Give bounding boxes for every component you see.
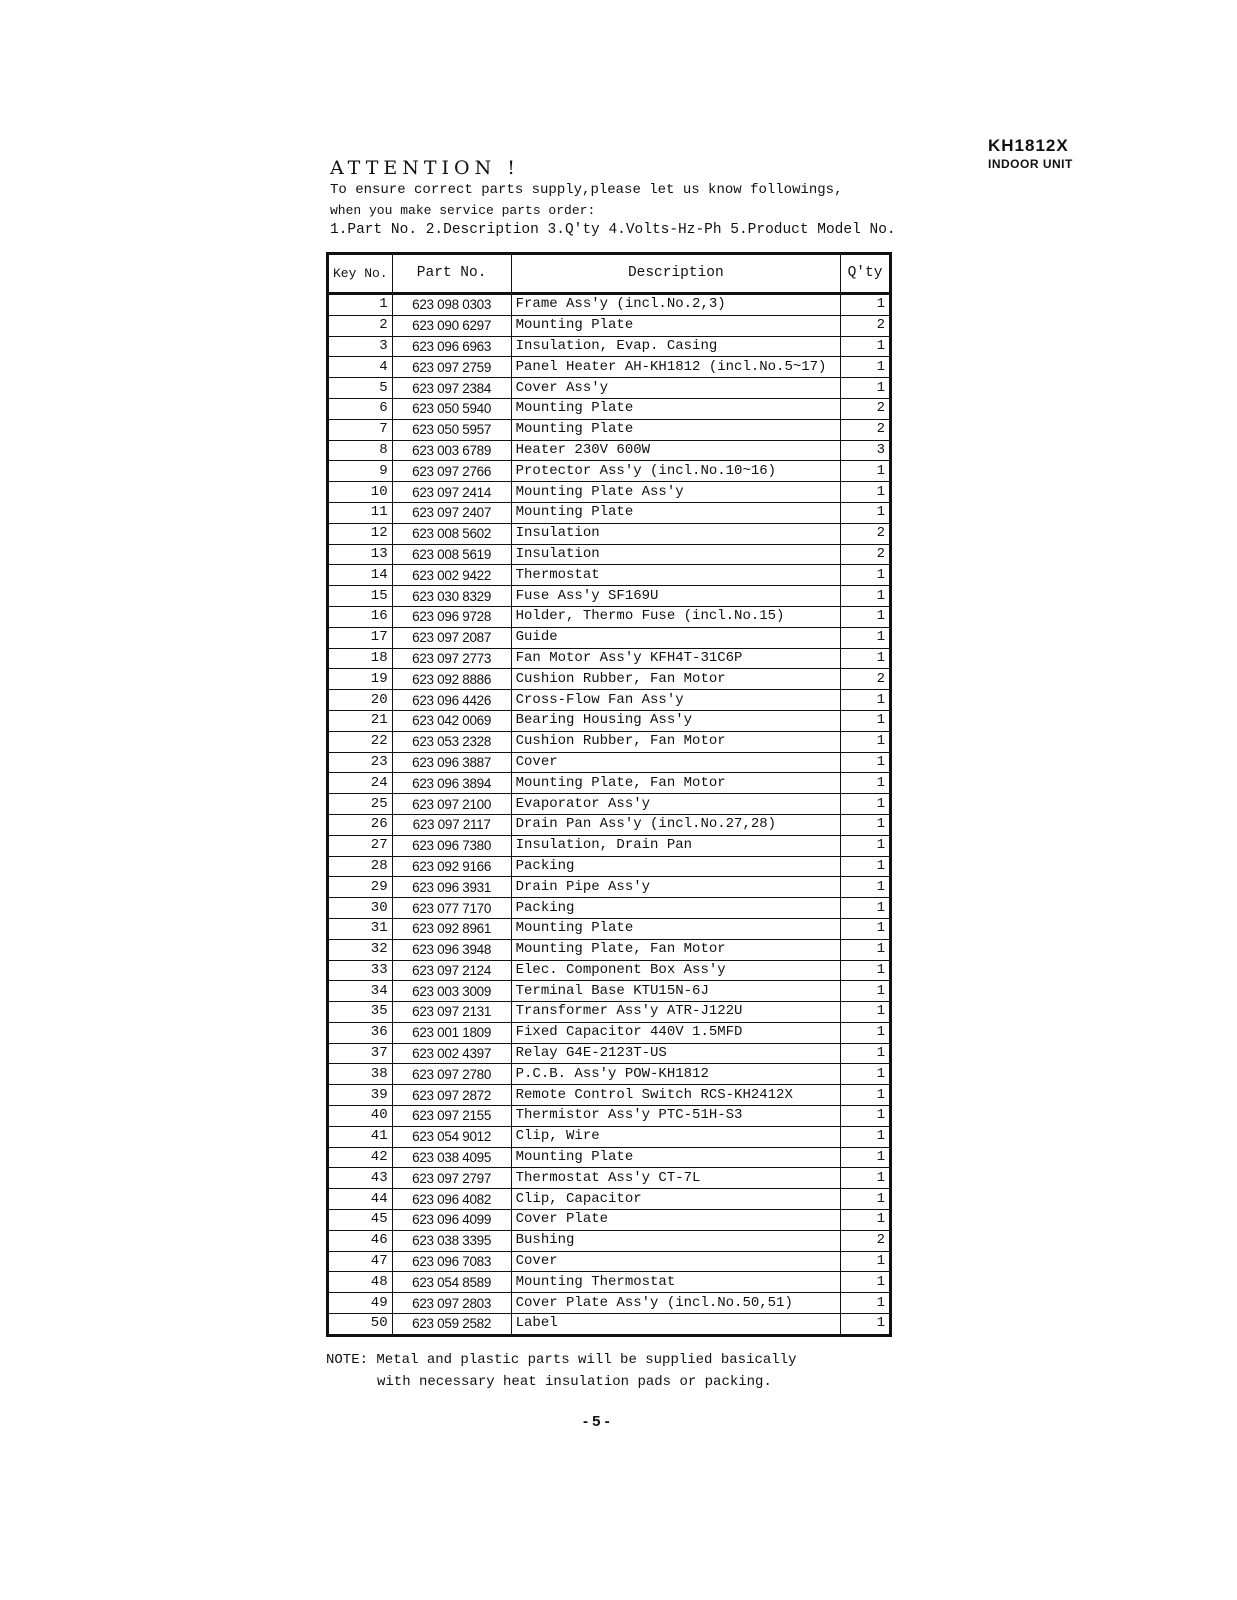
part-no-cell: 623 053 2328 <box>392 731 511 752</box>
part-no-cell: 623 097 2780 <box>392 1064 511 1085</box>
note-line-2: with necessary heat insulation pads or packing. <box>377 1374 772 1390</box>
key-cell: 32 <box>328 939 393 960</box>
qty-cell: 1 <box>841 648 891 669</box>
description-cell: Cover Ass'y <box>511 378 840 399</box>
table-row <box>328 544 891 565</box>
table-row <box>328 606 891 627</box>
description-cell: Thermistor Ass'y PTC-51H-S3 <box>511 1106 840 1127</box>
qty-cell: 1 <box>841 773 891 794</box>
description-cell: Insulation, Evap. Casing <box>511 336 840 357</box>
key-cell: 33 <box>328 960 393 981</box>
key-cell: 43 <box>328 1168 393 1189</box>
part-no-cell: 623 097 2087 <box>392 627 511 648</box>
part-no-cell: 623 097 2131 <box>392 1002 511 1023</box>
qty-cell: 1 <box>841 918 891 939</box>
table-row <box>328 378 891 399</box>
qty-cell: 1 <box>841 731 891 752</box>
part-no-cell: 623 097 2872 <box>392 1085 511 1106</box>
qty-cell: 1 <box>841 960 891 981</box>
description-cell: Remote Control Switch RCS-KH2412X <box>511 1085 840 1106</box>
description-cell: Mounting Plate <box>511 315 840 336</box>
part-no-cell: 623 097 2117 <box>392 814 511 835</box>
key-cell: 11 <box>328 502 393 523</box>
qty-cell: 1 <box>841 1314 891 1336</box>
description-cell: Packing <box>511 898 840 919</box>
description-cell: Bushing <box>511 1230 840 1251</box>
parts-table <box>326 252 892 1337</box>
table-row <box>328 1147 891 1168</box>
part-no-cell: 623 096 4099 <box>392 1210 511 1231</box>
table-row <box>328 1085 891 1106</box>
part-no-cell: 623 097 2773 <box>392 648 511 669</box>
key-cell: 23 <box>328 752 393 773</box>
qty-cell: 1 <box>841 1002 891 1023</box>
key-cell: 6 <box>328 398 393 419</box>
part-no-cell: 623 038 4095 <box>392 1147 511 1168</box>
description-cell: Thermostat Ass'y CT-7L <box>511 1168 840 1189</box>
key-cell: 40 <box>328 1106 393 1127</box>
key-cell: 8 <box>328 440 393 461</box>
description-cell: Insulation <box>511 544 840 565</box>
description-cell: P.C.B. Ass'y POW-KH1812 <box>511 1064 840 1085</box>
header-qty: Q'ty <box>841 254 891 294</box>
key-cell: 44 <box>328 1189 393 1210</box>
description-cell: Mounting Plate <box>511 1147 840 1168</box>
qty-cell: 1 <box>841 627 891 648</box>
key-cell: 10 <box>328 482 393 503</box>
key-cell: 19 <box>328 669 393 690</box>
part-no-cell: 623 097 2100 <box>392 794 511 815</box>
key-cell: 18 <box>328 648 393 669</box>
table-row <box>328 482 891 503</box>
model-number: KH1812X <box>988 136 1069 155</box>
attention-line-3: 1.Part No. 2.Description 3.Q'ty 4.Volts-Hz-Ph 5.Product Model No. <box>330 222 896 238</box>
description-cell: Mounting Plate <box>511 419 840 440</box>
key-cell: 5 <box>328 378 393 399</box>
qty-cell: 1 <box>841 1251 891 1272</box>
description-cell: Mounting Plate <box>511 398 840 419</box>
description-cell: Frame Ass'y (incl.No.2,3) <box>511 294 840 316</box>
description-cell: Insulation, Drain Pan <box>511 835 840 856</box>
qty-cell: 2 <box>841 669 891 690</box>
part-no-cell: 623 096 4426 <box>392 690 511 711</box>
table-row <box>328 1293 891 1314</box>
description-cell: Panel Heater AH-KH1812 (incl.No.5~17) <box>511 357 840 378</box>
part-no-cell: 623 096 3931 <box>392 877 511 898</box>
part-no-cell: 623 098 0303 <box>392 294 511 316</box>
key-cell: 26 <box>328 814 393 835</box>
part-no-cell: 623 096 9728 <box>392 606 511 627</box>
part-no-cell: 623 097 2384 <box>392 378 511 399</box>
table-row <box>328 565 891 586</box>
table-row <box>328 794 891 815</box>
description-cell: Mounting Thermostat <box>511 1272 840 1293</box>
key-cell: 16 <box>328 606 393 627</box>
part-no-cell: 623 092 9166 <box>392 856 511 877</box>
table-row <box>328 669 891 690</box>
attention-line-2: when you make service parts order: <box>330 203 596 218</box>
key-cell: 41 <box>328 1126 393 1147</box>
description-cell: Cross-Flow Fan Ass'y <box>511 690 840 711</box>
table-row <box>328 648 891 669</box>
part-no-cell: 623 054 9012 <box>392 1126 511 1147</box>
table-row <box>328 1126 891 1147</box>
description-cell: Drain Pan Ass'y (incl.No.27,28) <box>511 814 840 835</box>
qty-cell: 1 <box>841 898 891 919</box>
table-row <box>328 1168 891 1189</box>
qty-cell: 2 <box>841 523 891 544</box>
description-cell: Clip, Wire <box>511 1126 840 1147</box>
description-cell: Fixed Capacitor 440V 1.5MFD <box>511 1022 840 1043</box>
table-row <box>328 1210 891 1231</box>
key-cell: 4 <box>328 357 393 378</box>
qty-cell: 1 <box>841 1293 891 1314</box>
qty-cell: 1 <box>841 606 891 627</box>
table-row <box>328 627 891 648</box>
header-part-no: Part No. <box>392 254 511 294</box>
table-row <box>328 877 891 898</box>
description-cell: Holder, Thermo Fuse (incl.No.15) <box>511 606 840 627</box>
part-no-cell: 623 042 0069 <box>392 710 511 731</box>
table-row <box>328 336 891 357</box>
table-row <box>328 398 891 419</box>
description-cell: Cover <box>511 752 840 773</box>
table-row <box>328 1022 891 1043</box>
description-cell: Elec. Component Box Ass'y <box>511 960 840 981</box>
table-row <box>328 731 891 752</box>
description-cell: Mounting Plate <box>511 502 840 523</box>
description-cell: Relay G4E-2123T-US <box>511 1043 840 1064</box>
qty-cell: 1 <box>841 1189 891 1210</box>
header-key-no: Key No. <box>328 254 393 294</box>
part-no-cell: 623 030 8329 <box>392 586 511 607</box>
qty-cell: 1 <box>841 461 891 482</box>
header-description: Description <box>511 254 840 294</box>
table-row <box>328 898 891 919</box>
key-cell: 13 <box>328 544 393 565</box>
key-cell: 42 <box>328 1147 393 1168</box>
note-line-1: NOTE: Metal and plastic parts will be supplied basically <box>326 1352 797 1368</box>
part-no-cell: 623 054 8589 <box>392 1272 511 1293</box>
part-no-cell: 623 096 4082 <box>392 1189 511 1210</box>
key-cell: 38 <box>328 1064 393 1085</box>
qty-cell: 1 <box>841 939 891 960</box>
qty-cell: 2 <box>841 544 891 565</box>
table-row <box>328 1314 891 1336</box>
part-no-cell: 623 001 1809 <box>392 1022 511 1043</box>
table-row <box>328 294 891 316</box>
qty-cell: 1 <box>841 378 891 399</box>
description-cell: Terminal Base KTU15N-6J <box>511 981 840 1002</box>
part-no-cell: 623 003 3009 <box>392 981 511 1002</box>
key-cell: 15 <box>328 586 393 607</box>
description-cell: Transformer Ass'y ATR-J122U <box>511 1002 840 1023</box>
description-cell: Fan Motor Ass'y KFH4T-31C6P <box>511 648 840 669</box>
qty-cell: 1 <box>841 1147 891 1168</box>
table-row <box>328 939 891 960</box>
qty-cell: 1 <box>841 502 891 523</box>
qty-cell: 2 <box>841 419 891 440</box>
table-row <box>328 814 891 835</box>
part-no-cell: 623 008 5602 <box>392 523 511 544</box>
part-no-cell: 623 092 8886 <box>392 669 511 690</box>
parts-table-body <box>328 294 891 1336</box>
part-no-cell: 623 097 2759 <box>392 357 511 378</box>
part-no-cell: 623 096 3887 <box>392 752 511 773</box>
table-row <box>328 773 891 794</box>
table-row <box>328 1106 891 1127</box>
part-no-cell: 623 050 5940 <box>392 398 511 419</box>
qty-cell: 1 <box>841 482 891 503</box>
key-cell: 46 <box>328 1230 393 1251</box>
part-no-cell: 623 096 3948 <box>392 939 511 960</box>
key-cell: 17 <box>328 627 393 648</box>
part-no-cell: 623 097 2414 <box>392 482 511 503</box>
key-cell: 12 <box>328 523 393 544</box>
key-cell: 29 <box>328 877 393 898</box>
part-no-cell: 623 002 4397 <box>392 1043 511 1064</box>
table-row <box>328 710 891 731</box>
part-no-cell: 623 090 6297 <box>392 315 511 336</box>
qty-cell: 1 <box>841 1022 891 1043</box>
description-cell: Protector Ass'y (incl.No.10~16) <box>511 461 840 482</box>
qty-cell: 1 <box>841 1126 891 1147</box>
table-row <box>328 918 891 939</box>
description-cell: Cover Plate <box>511 1210 840 1231</box>
table-row <box>328 586 891 607</box>
table-row <box>328 461 891 482</box>
key-cell: 50 <box>328 1314 393 1336</box>
table-row <box>328 690 891 711</box>
table-row <box>328 1043 891 1064</box>
qty-cell: 2 <box>841 398 891 419</box>
table-row <box>328 1251 891 1272</box>
key-cell: 9 <box>328 461 393 482</box>
qty-cell: 1 <box>841 981 891 1002</box>
description-cell: Mounting Plate, Fan Motor <box>511 939 840 960</box>
table-header-row <box>328 254 891 294</box>
qty-cell: 1 <box>841 835 891 856</box>
qty-cell: 1 <box>841 336 891 357</box>
qty-cell: 3 <box>841 440 891 461</box>
table-row <box>328 752 891 773</box>
key-cell: 45 <box>328 1210 393 1231</box>
table-row <box>328 1002 891 1023</box>
qty-cell: 2 <box>841 1230 891 1251</box>
key-cell: 3 <box>328 336 393 357</box>
part-no-cell: 623 097 2766 <box>392 461 511 482</box>
qty-cell: 1 <box>841 752 891 773</box>
key-cell: 36 <box>328 1022 393 1043</box>
part-no-cell: 623 002 9422 <box>392 565 511 586</box>
part-no-cell: 623 096 7083 <box>392 1251 511 1272</box>
qty-cell: 1 <box>841 794 891 815</box>
description-cell: Cushion Rubber, Fan Motor <box>511 669 840 690</box>
part-no-cell: 623 097 2124 <box>392 960 511 981</box>
key-cell: 49 <box>328 1293 393 1314</box>
qty-cell: 1 <box>841 814 891 835</box>
description-cell: Drain Pipe Ass'y <box>511 877 840 898</box>
description-cell: Label <box>511 1314 840 1336</box>
table-row <box>328 1189 891 1210</box>
qty-cell: 1 <box>841 1085 891 1106</box>
key-cell: 34 <box>328 981 393 1002</box>
qty-cell: 1 <box>841 710 891 731</box>
key-cell: 28 <box>328 856 393 877</box>
key-cell: 30 <box>328 898 393 919</box>
table-row <box>328 835 891 856</box>
description-cell: Thermostat <box>511 565 840 586</box>
qty-cell: 1 <box>841 294 891 316</box>
table-row <box>328 357 891 378</box>
table-row <box>328 981 891 1002</box>
table-row <box>328 1230 891 1251</box>
part-no-cell: 623 097 2803 <box>392 1293 511 1314</box>
part-no-cell: 623 008 5619 <box>392 544 511 565</box>
part-no-cell: 623 096 3894 <box>392 773 511 794</box>
table-row <box>328 523 891 544</box>
qty-cell: 1 <box>841 1106 891 1127</box>
table-row <box>328 440 891 461</box>
key-cell: 22 <box>328 731 393 752</box>
description-cell: Mounting Plate, Fan Motor <box>511 773 840 794</box>
qty-cell: 2 <box>841 315 891 336</box>
table-row <box>328 419 891 440</box>
key-cell: 48 <box>328 1272 393 1293</box>
table-row <box>328 315 891 336</box>
part-no-cell: 623 077 7170 <box>392 898 511 919</box>
part-no-cell: 623 059 2582 <box>392 1314 511 1336</box>
key-cell: 2 <box>328 315 393 336</box>
qty-cell: 1 <box>841 1210 891 1231</box>
key-cell: 7 <box>328 419 393 440</box>
part-no-cell: 623 038 3395 <box>392 1230 511 1251</box>
part-no-cell: 623 096 6963 <box>392 336 511 357</box>
description-cell: Cushion Rubber, Fan Motor <box>511 731 840 752</box>
table-row <box>328 960 891 981</box>
key-cell: 14 <box>328 565 393 586</box>
qty-cell: 1 <box>841 357 891 378</box>
page-number: - 5 - <box>583 1413 610 1430</box>
description-cell: Cover <box>511 1251 840 1272</box>
qty-cell: 1 <box>841 586 891 607</box>
part-no-cell: 623 096 7380 <box>392 835 511 856</box>
description-cell: Cover Plate Ass'y (incl.No.50,51) <box>511 1293 840 1314</box>
part-no-cell: 623 003 6789 <box>392 440 511 461</box>
qty-cell: 1 <box>841 877 891 898</box>
unit-label: INDOOR UNIT <box>988 157 1073 171</box>
qty-cell: 1 <box>841 565 891 586</box>
key-cell: 25 <box>328 794 393 815</box>
part-no-cell: 623 097 2797 <box>392 1168 511 1189</box>
key-cell: 24 <box>328 773 393 794</box>
qty-cell: 1 <box>841 1272 891 1293</box>
key-cell: 1 <box>328 294 393 316</box>
part-no-cell: 623 092 8961 <box>392 918 511 939</box>
qty-cell: 1 <box>841 1064 891 1085</box>
qty-cell: 1 <box>841 1168 891 1189</box>
attention-title: ATTENTION ! <box>330 157 520 179</box>
description-cell: Clip, Capacitor <box>511 1189 840 1210</box>
key-cell: 37 <box>328 1043 393 1064</box>
description-cell: Packing <box>511 856 840 877</box>
description-cell: Bearing Housing Ass'y <box>511 710 840 731</box>
key-cell: 20 <box>328 690 393 711</box>
key-cell: 39 <box>328 1085 393 1106</box>
part-no-cell: 623 097 2155 <box>392 1106 511 1127</box>
description-cell: Insulation <box>511 523 840 544</box>
description-cell: Mounting Plate <box>511 918 840 939</box>
key-cell: 21 <box>328 710 393 731</box>
description-cell: Guide <box>511 627 840 648</box>
table-row <box>328 1272 891 1293</box>
qty-cell: 1 <box>841 1043 891 1064</box>
description-cell: Evaporator Ass'y <box>511 794 840 815</box>
key-cell: 31 <box>328 918 393 939</box>
key-cell: 47 <box>328 1251 393 1272</box>
part-no-cell: 623 050 5957 <box>392 419 511 440</box>
key-cell: 27 <box>328 835 393 856</box>
qty-cell: 1 <box>841 856 891 877</box>
qty-cell: 1 <box>841 690 891 711</box>
part-no-cell: 623 097 2407 <box>392 502 511 523</box>
table-row <box>328 856 891 877</box>
key-cell: 35 <box>328 1002 393 1023</box>
description-cell: Mounting Plate Ass'y <box>511 482 840 503</box>
description-cell: Heater 230V 600W <box>511 440 840 461</box>
attention-line-1: To ensure correct parts supply,please let us know followings, <box>330 182 843 198</box>
description-cell: Fuse Ass'y SF169U <box>511 586 840 607</box>
table-row <box>328 502 891 523</box>
table-row <box>328 1064 891 1085</box>
